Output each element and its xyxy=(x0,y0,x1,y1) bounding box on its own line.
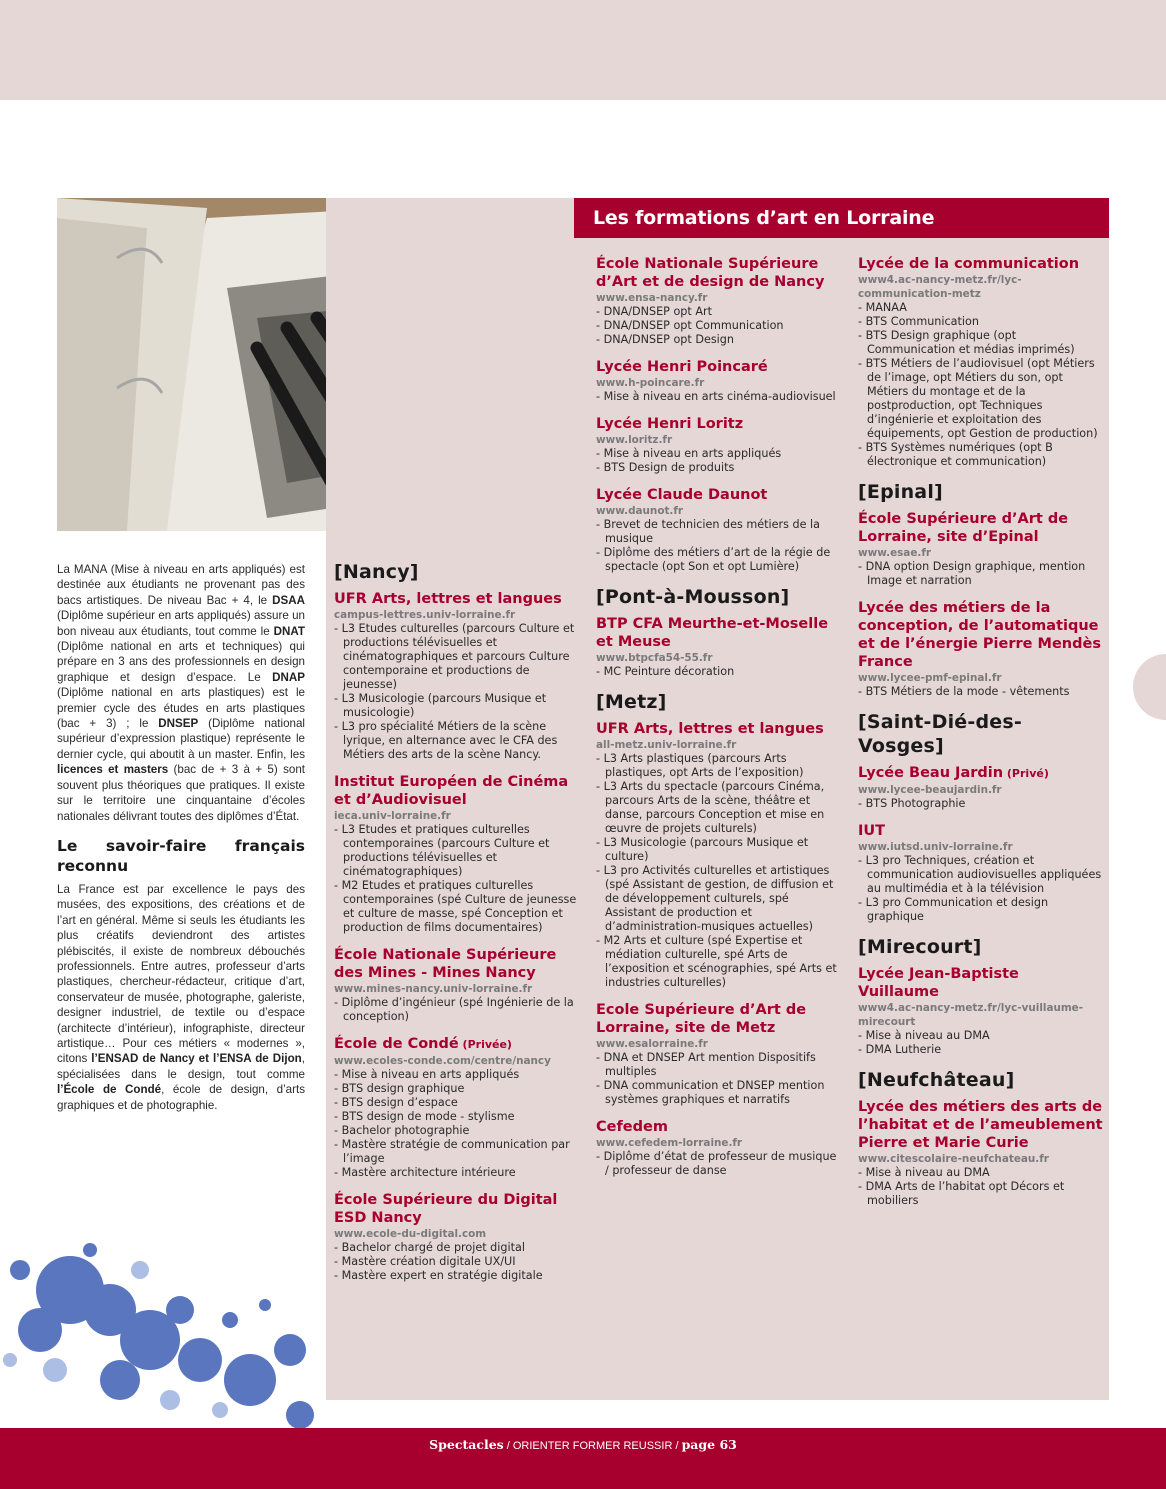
school-name: École Nationale Supérieure d’Art et de design de Nancy xyxy=(596,256,825,290)
magazine-name: Spectacles xyxy=(429,1437,504,1452)
program-item: - Diplôme d’ingénieur (spé Ingénierie de la conception) xyxy=(334,996,574,1023)
school-url[interactable]: www.ecole-du-digital.com xyxy=(334,1228,487,1240)
program-item: - Bachelor chargé de projet digital xyxy=(334,1241,525,1254)
program-list xyxy=(334,1068,579,1180)
program-list xyxy=(596,665,841,679)
school-entry xyxy=(858,822,1103,924)
program-item: - L3 Etudes et pratiques culturelles contemporaines (parcours Culture et productions télévisuelles et cinématographiques) xyxy=(334,823,550,878)
private-badge: (Privée) xyxy=(458,1038,512,1051)
program-item: - Bachelor photographie xyxy=(334,1124,470,1137)
school-name: Ecole Supérieure d’Art de Lorraine, site de Metz xyxy=(596,1002,807,1036)
program-item: - L3 Musicologie (parcours Musique et musicologie) xyxy=(334,692,547,719)
program-list xyxy=(858,854,1103,924)
school-entry xyxy=(596,1118,841,1178)
program-item: - L3 Musicologie (parcours Musique et culture) xyxy=(596,836,809,863)
school-name: Cefedem xyxy=(596,1119,668,1135)
program-item: - L3 pro Techniques, création et communication audiovisuelles appliquées au multimédia et à la télévision xyxy=(858,854,1102,895)
school-entry xyxy=(596,415,841,475)
program-item: - BTS Métiers de l’audiovisuel (opt Métiers de l’image, opt Métiers du son, opt Métiers du montage et de la postproduction, opt Techniques d’ingénierie et exploitation des équipements, opt Gestion de production) xyxy=(858,357,1098,440)
school-entry xyxy=(858,510,1103,588)
text-run: (bac de + 3 à + 5) sont souvent plus théoriques que pratiques. Il existe sur le territoire une cinquantaine d’écoles nationales délivrant toutes des diplômes d’État. xyxy=(57,763,305,823)
school-entry xyxy=(596,1001,841,1107)
intro-subtitle: Le savoir-faire français reconnu xyxy=(57,836,305,875)
program-list xyxy=(596,1051,841,1107)
program-item: - BTS design d’espace xyxy=(334,1096,458,1109)
program-list xyxy=(596,447,841,475)
city-heading: [Mirecourt] xyxy=(858,936,982,958)
program-list xyxy=(596,752,841,990)
bold-term: DNSEP xyxy=(158,717,199,731)
column-middle xyxy=(596,255,841,1189)
text-run: (Diplôme national supérieur d’expression plastique) représente le dernier cycle, qui aboutit à un master. Enfin, les xyxy=(57,717,305,761)
program-list xyxy=(596,518,841,574)
program-item: - BTS Communication xyxy=(858,315,979,328)
column-right xyxy=(858,255,1103,1219)
school-entry xyxy=(596,358,841,404)
program-item: - BTS Design de produits xyxy=(596,461,735,474)
program-item: - L3 Etudes culturelles (parcours Culture et productions télévisuelles et cinématographiques et parcours Culture contemporaine et productions de jeunesse) xyxy=(334,622,575,691)
ink-splash-decoration xyxy=(0,1210,326,1440)
program-item: - BTS design de mode - stylisme xyxy=(334,1110,515,1123)
program-item: - Mise à niveau en arts appliqués xyxy=(334,1068,520,1081)
program-item: - Diplôme des métiers d’art de la régie de spectacle (opt Son et opt Lumière) xyxy=(596,546,831,573)
school-name: Lycée des métiers des arts de l’habitat et de l’ameublement Pierre et Marie Curie xyxy=(858,1099,1103,1151)
program-item: - Mastère expert en stratégie digitale xyxy=(334,1269,543,1282)
school-name: Lycée des métiers de la conception, de l’automatique et de l’énergie Pierre Mendès France xyxy=(858,600,1101,670)
footer xyxy=(0,1428,1166,1462)
school-name: Lycée Beau Jardin (Privé) xyxy=(858,765,1049,781)
program-item: - DMA Lutherie xyxy=(858,1043,942,1056)
school-url[interactable]: www.mines-nancy.univ-lorraine.fr xyxy=(334,983,533,995)
text-run: , école de design, d’arts graphiques et de photographie. xyxy=(57,1083,305,1112)
school-url[interactable]: campus-lettres.univ-lorraine.fr xyxy=(334,609,516,621)
school-entry xyxy=(596,255,841,347)
school-entry xyxy=(858,1098,1103,1208)
program-list xyxy=(858,797,1103,811)
school-name: Institut Européen de Cinéma et d’Audiovisuel xyxy=(334,774,569,808)
school-name: Lycée Jean-Baptiste Vuillaume xyxy=(858,966,1019,1000)
bold-term: l’École de Condé xyxy=(57,1083,162,1097)
school-entry xyxy=(334,590,579,762)
program-list xyxy=(334,823,579,935)
text-run: La France est par excellence le pays des musées, des expositions, des créations et de l’art en général. Même si seuls les étudiants les plus créatifs deviendront des artistes plébiscités, il existe de nombreux débouchés professionnels. Entre autres, professeur d’arts plastiques, chercheur-rédacteur, critique d’art, conservateur de musée, photographe, galeriste, designer industriel, de textile ou d’espace (architecte d’intérieur), infographiste, directeur artistique… Pour ces métiers « modernes », citons xyxy=(57,882,305,1066)
city-heading: [Saint-Dié-des-Vosges] xyxy=(858,711,1022,757)
program-list xyxy=(596,305,841,347)
program-item: - Mastère création digitale UX/UI xyxy=(334,1255,516,1268)
program-item: - MC Peinture décoration xyxy=(596,665,735,678)
program-item: - Diplôme d’état de professeur de musique / professeur de danse xyxy=(596,1150,837,1177)
program-list xyxy=(596,1150,841,1178)
program-item: - Mastère stratégie de communication par l’image xyxy=(334,1138,570,1165)
city-heading: [Nancy] xyxy=(334,561,419,583)
school-url[interactable]: www.iutsd.univ-lorraine.fr xyxy=(858,841,1013,853)
school-url[interactable]: ieca.univ-lorraine.fr xyxy=(334,810,451,822)
school-entry xyxy=(334,1035,579,1180)
city-heading: [Neufchâteau] xyxy=(858,1069,1015,1091)
program-item: - DNA/DNSEP opt Communication xyxy=(596,319,784,332)
program-item: - BTS Métiers de la mode - vêtements xyxy=(858,685,1070,698)
program-list xyxy=(334,1241,579,1283)
program-list xyxy=(858,301,1103,469)
program-list xyxy=(858,1166,1103,1208)
program-item: - M2 Arts et culture (spé Expertise et médiation culturelle, spé Arts de l’exposition et scénographies, spé Arts et industries culturelles) xyxy=(596,934,837,989)
program-list xyxy=(858,1029,1103,1057)
text-run: (Diplôme supérieur en arts appliqués) assure un bon niveau aux étudiants, tout comme le xyxy=(57,609,305,638)
school-entry xyxy=(334,1191,579,1283)
text-run: , spécialisées dans le design, tout comme xyxy=(57,1052,305,1081)
program-item: - L3 Arts du spectacle (parcours Cinéma, parcours Arts de la scène, théâtre et danse, parcours Conception et mise en œuvre de projets culturels) xyxy=(596,780,825,835)
city-heading: [Metz] xyxy=(596,691,667,713)
program-item: - L3 pro Activités culturelles et artistiques (spé Assistant de gestion, de diffusion et de développement culturels, spé Assistant de production et d’administration-musiques actuelles) xyxy=(596,864,834,933)
school-url[interactable]: www.lycee-pmf-epinal.fr xyxy=(858,672,1002,684)
program-item: - Mise à niveau en arts cinéma-audiovisuel xyxy=(596,390,836,403)
school-entry xyxy=(858,764,1103,811)
school-url[interactable]: www.esae.fr xyxy=(858,547,931,559)
program-list xyxy=(334,622,579,762)
school-name: UFR Arts, lettres et langues xyxy=(596,721,824,737)
program-item: - Mise à niveau au DMA xyxy=(858,1166,990,1179)
program-item: - DNA option Design graphique, mention Image et narration xyxy=(858,560,1086,587)
program-item: - M2 Etudes et pratiques culturelles contemporaines (spé Culture de jeunesse et culture de masse, spé Conception et production de films documentaires) xyxy=(334,879,577,934)
program-item: - DNA/DNSEP opt Art xyxy=(596,305,712,318)
school-entry xyxy=(858,965,1103,1057)
program-list xyxy=(858,685,1103,699)
program-item: - Mastère architecture intérieure xyxy=(334,1166,516,1179)
footer-section: / ORIENTER FORMER REUSSIR / xyxy=(503,1440,682,1452)
school-name: Lycée Henri Loritz xyxy=(596,416,744,432)
school-url[interactable]: www.cefedem-lorraine.fr xyxy=(596,1137,743,1149)
program-item: - BTS design graphique xyxy=(334,1082,465,1095)
school-url[interactable]: www.daunot.fr xyxy=(596,505,684,517)
school-url[interactable]: www4.ac-nancy-metz.fr/lyc-vuillaume-mirecourt xyxy=(858,1002,1084,1028)
program-item: - MANAA xyxy=(858,301,907,314)
top-band xyxy=(0,0,1166,100)
school-name: BTP CFA Meurthe-et-Moselle et Meuse xyxy=(596,616,829,650)
city-heading: [Epinal] xyxy=(858,481,943,503)
panel-header xyxy=(574,198,1109,238)
program-item: - BTS Photographie xyxy=(858,797,966,810)
program-list xyxy=(596,390,841,404)
bold-term: DSAA xyxy=(272,593,305,607)
school-entry xyxy=(858,255,1103,469)
program-item: - Brevet de technicien des métiers de la musique xyxy=(596,518,821,545)
program-item: - BTS Design graphique (opt Communication et médias imprimés) xyxy=(858,329,1075,356)
text-run: (Diplôme national en arts et techniques) qui prépare en 3 ans des professionnels en design graphique et design d’espace. Le xyxy=(57,640,305,684)
bold-term: l’ENSAD de Nancy et l’ENSA de Dijon xyxy=(91,1052,302,1066)
program-list xyxy=(858,560,1103,588)
school-url[interactable]: www.esalorraine.fr xyxy=(596,1038,708,1050)
bold-term: DNAT xyxy=(273,624,305,638)
program-item: - Mise à niveau au DMA xyxy=(858,1029,990,1042)
intro-text xyxy=(57,562,305,1125)
private-badge: (Privé) xyxy=(1003,767,1049,780)
school-name: UFR Arts, lettres et langues xyxy=(334,591,562,607)
school-name: École Supérieure d’Art de Lorraine, site d’Epinal xyxy=(858,511,1069,545)
school-name: Lycée Claude Daunot xyxy=(596,487,768,503)
page-tab-marker xyxy=(1133,654,1166,720)
school-entry xyxy=(858,599,1103,699)
text-run: La MANA (Mise à niveau en arts appliqués) est destinée aux étudiants ne provenant pas des bacs artistiques. De niveau Bac + 4, le xyxy=(57,563,305,607)
school-url[interactable]: www.h-poincare.fr xyxy=(596,377,705,389)
page-title: Les formations d’art en Lorraine xyxy=(593,207,935,229)
school-name: École de Condé (Privée) xyxy=(334,1036,512,1052)
school-url[interactable]: www4.ac-nancy-metz.fr/lyc-communication-metz xyxy=(858,274,1022,300)
program-item: - DNA et DNSEP Art mention Dispositifs multiples xyxy=(596,1051,816,1078)
school-name: Lycée Henri Poincaré xyxy=(596,359,768,375)
text-run: (Diplôme national en arts plastiques) est le premier cycle des études en arts plastiques (bac + 3) ; le xyxy=(57,686,305,731)
page-number: page 63 xyxy=(681,1437,737,1452)
school-name: École Nationale Supérieure des Mines - Mines Nancy xyxy=(334,947,557,981)
school-url[interactable]: www.lycee-beaujardin.fr xyxy=(858,784,1002,796)
school-entry xyxy=(596,720,841,990)
school-entry xyxy=(334,773,579,935)
program-item: - L3 pro Communication et design graphique xyxy=(858,896,1049,923)
school-entry xyxy=(334,946,579,1024)
school-entry xyxy=(596,615,841,679)
program-item: - DMA Arts de l’habitat opt Décors et mobiliers xyxy=(858,1180,1065,1207)
school-url[interactable]: www.ensa-nancy.fr xyxy=(596,292,708,304)
school-name: École Supérieure du Digital ESD Nancy xyxy=(334,1192,558,1226)
program-list xyxy=(334,996,579,1024)
school-url[interactable]: all-metz.univ-lorraine.fr xyxy=(596,739,737,751)
school-name: IUT xyxy=(858,823,886,839)
school-url[interactable]: www.citescolaire-neufchateau.fr xyxy=(858,1153,1049,1165)
column-nancy xyxy=(334,560,579,1294)
program-item: - L3 pro spécialité Métiers de la scène lyrique, en alternance avec le CFA des Métiers des arts de la scène Nancy. xyxy=(334,720,558,761)
program-item: - DNA communication et DNSEP mention systèmes graphiques et narratifs xyxy=(596,1079,825,1106)
bold-term: licences et masters xyxy=(57,763,169,777)
program-item: - BTS Systèmes numériques (opt B électronique et communication) xyxy=(858,441,1053,468)
program-item: - L3 Arts plastiques (parcours Arts plastiques, opt Arts de l’exposition) xyxy=(596,752,804,779)
bold-term: DNAP xyxy=(272,670,305,684)
school-url[interactable]: www.ecoles-conde.com/centre/nancy xyxy=(334,1055,551,1067)
city-heading: [Pont-à-Mousson] xyxy=(596,586,790,608)
intro-paragraph-1 xyxy=(57,562,305,824)
program-item: - DNA/DNSEP opt Design xyxy=(596,333,734,346)
program-item: - Mise à niveau en arts appliqués xyxy=(596,447,782,460)
school-entry xyxy=(596,486,841,574)
school-url[interactable]: www.loritz.fr xyxy=(596,434,673,446)
school-name: Lycée de la communication xyxy=(858,256,1080,272)
intro-paragraph-2 xyxy=(57,882,305,1113)
school-url[interactable]: www.btpcfa54-55.fr xyxy=(596,652,713,664)
